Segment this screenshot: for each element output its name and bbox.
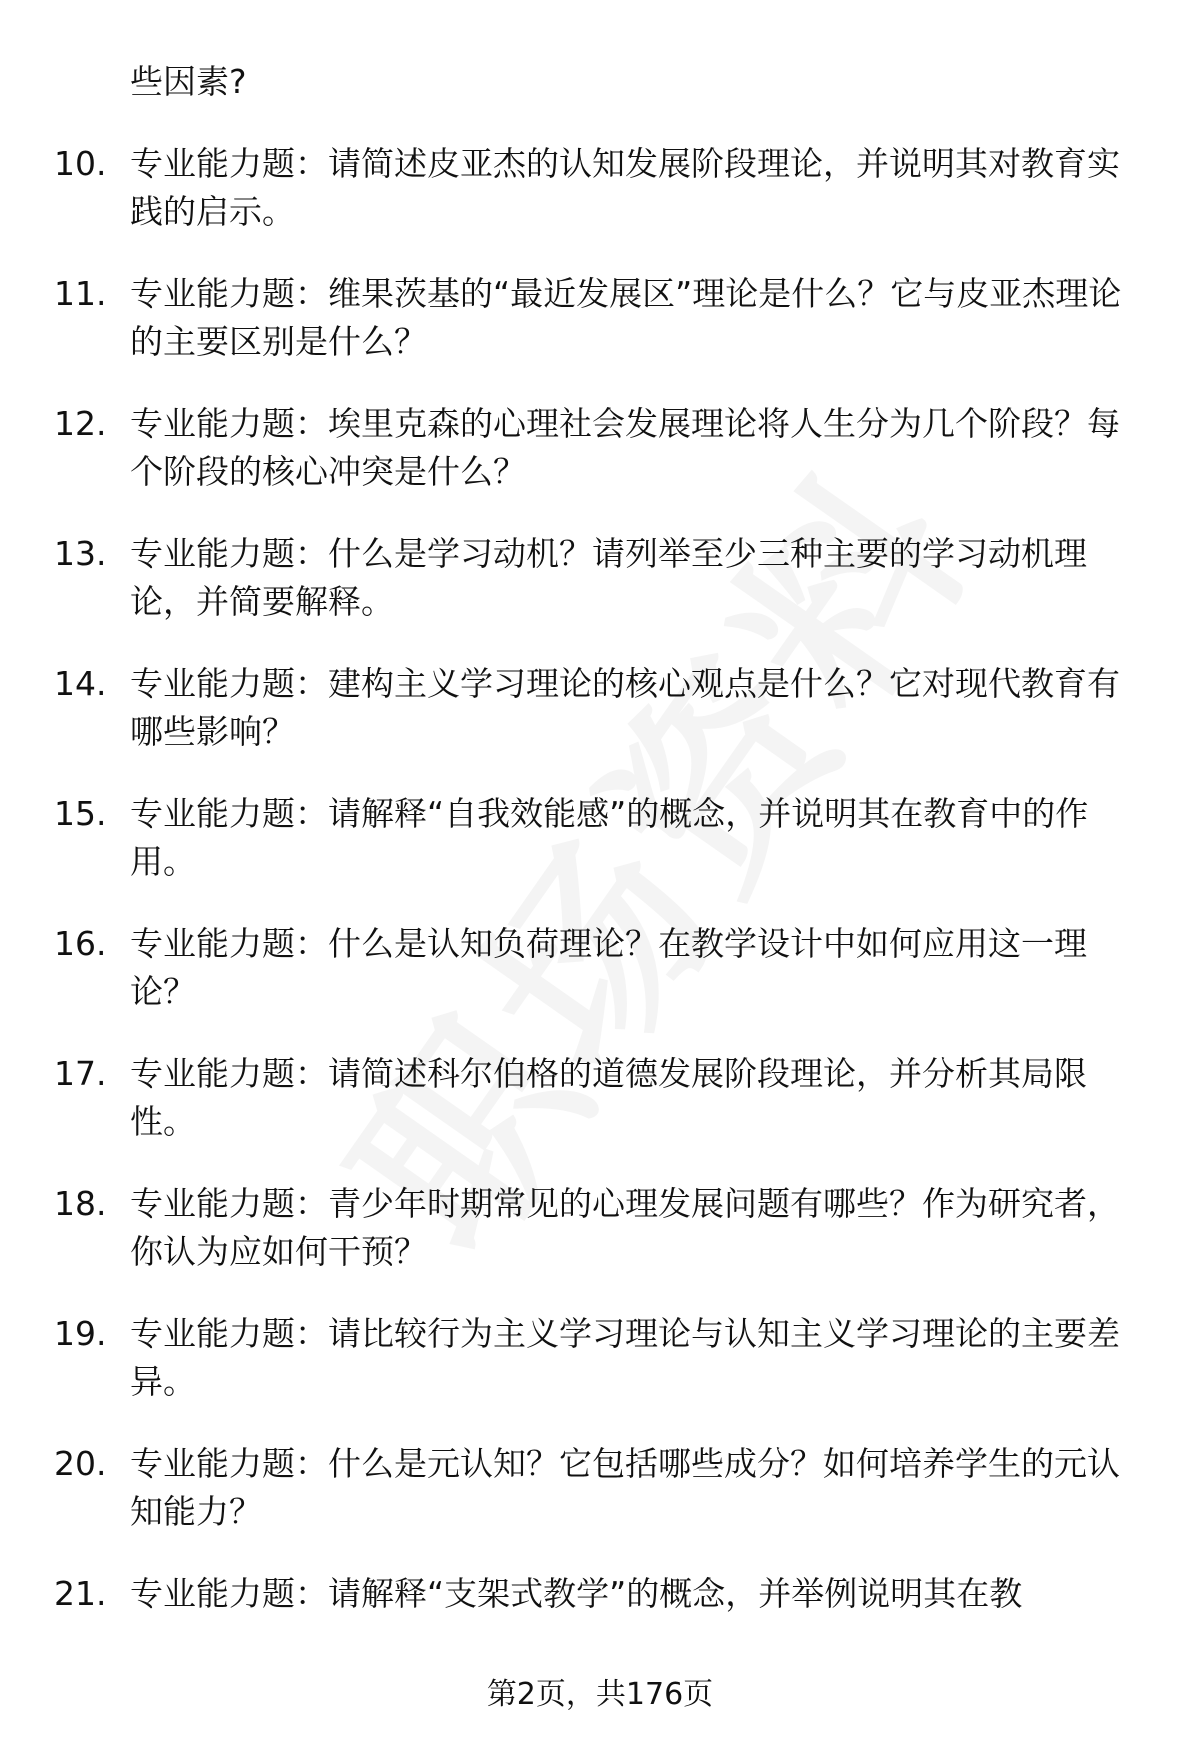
question-number: 17. [54, 1054, 107, 1093]
question-item [0, 1180, 1200, 1310]
question-number: 19. [54, 1314, 107, 1353]
question-number: 16. [54, 924, 107, 963]
question-text: 专业能力题：请比较行为主义学习理论与认知主义学习理论的主要差异。 [130, 1314, 1120, 1401]
question-text: 专业能力题：请简述科尔伯格的道德发展阶段理论，并分析其局限性。 [130, 1054, 1087, 1141]
question-text: 专业能力题：什么是元认知？它包括哪些成分？如何培养学生的元认知能力？ [130, 1444, 1120, 1531]
question-item [0, 790, 1200, 920]
question-number: 10. [54, 144, 107, 183]
question-item [0, 660, 1200, 790]
question-text: 专业能力题：请解释“支架式教学”的概念，并举例说明其在教 [130, 1574, 1023, 1613]
question-text: 专业能力题：什么是学习动机？请列举至少三种主要的学习动机理论，并简要解释。 [130, 534, 1087, 621]
question-item [0, 140, 1200, 270]
question-item [0, 1050, 1200, 1180]
question-text: 专业能力题：建构主义学习理论的核心观点是什么？它对现代教育有哪些影响？ [130, 664, 1120, 751]
question-text: 专业能力题：什么是认知负荷理论？在教学设计中如何应用这一理论？ [130, 924, 1087, 1011]
page-footer: 第2页，共176页 [486, 1677, 714, 1712]
question-item [0, 270, 1200, 400]
question-number: 21. [54, 1574, 107, 1613]
question-list [0, 140, 1200, 1700]
question-number: 14. [54, 664, 107, 703]
question-number: 13. [54, 534, 107, 573]
question-number: 20. [54, 1444, 107, 1483]
question-item [0, 400, 1200, 530]
question-text: 专业能力题：请简述皮亚杰的认知发展阶段理论，并说明其对教育实践的启示。 [130, 144, 1120, 231]
question-item [0, 530, 1200, 660]
question-text: 专业能力题：埃里克森的心理社会发展理论将人生分为几个阶段？每个阶段的核心冲突是什么？ [130, 404, 1120, 491]
question-item [0, 1440, 1200, 1570]
question-text: 专业能力题：维果茨基的“最近发展区”理论是什么？它与皮亚杰理论的主要区别是什么？ [130, 274, 1122, 361]
question-text: 专业能力题：请解释“自我效能感”的概念，并说明其在教育中的作用。 [130, 794, 1089, 881]
question-item [0, 1310, 1200, 1440]
question-number: 15. [54, 794, 107, 833]
question-item [0, 920, 1200, 1050]
question-number: 12. [54, 404, 107, 443]
question-number: 11. [54, 274, 107, 313]
question-number: 18. [54, 1184, 107, 1223]
continuation-text: 些因素? [130, 62, 247, 101]
question-text: 专业能力题：青少年时期常见的心理发展问题有哪些？作为研究者，你认为应如何干预？ [130, 1184, 1120, 1271]
